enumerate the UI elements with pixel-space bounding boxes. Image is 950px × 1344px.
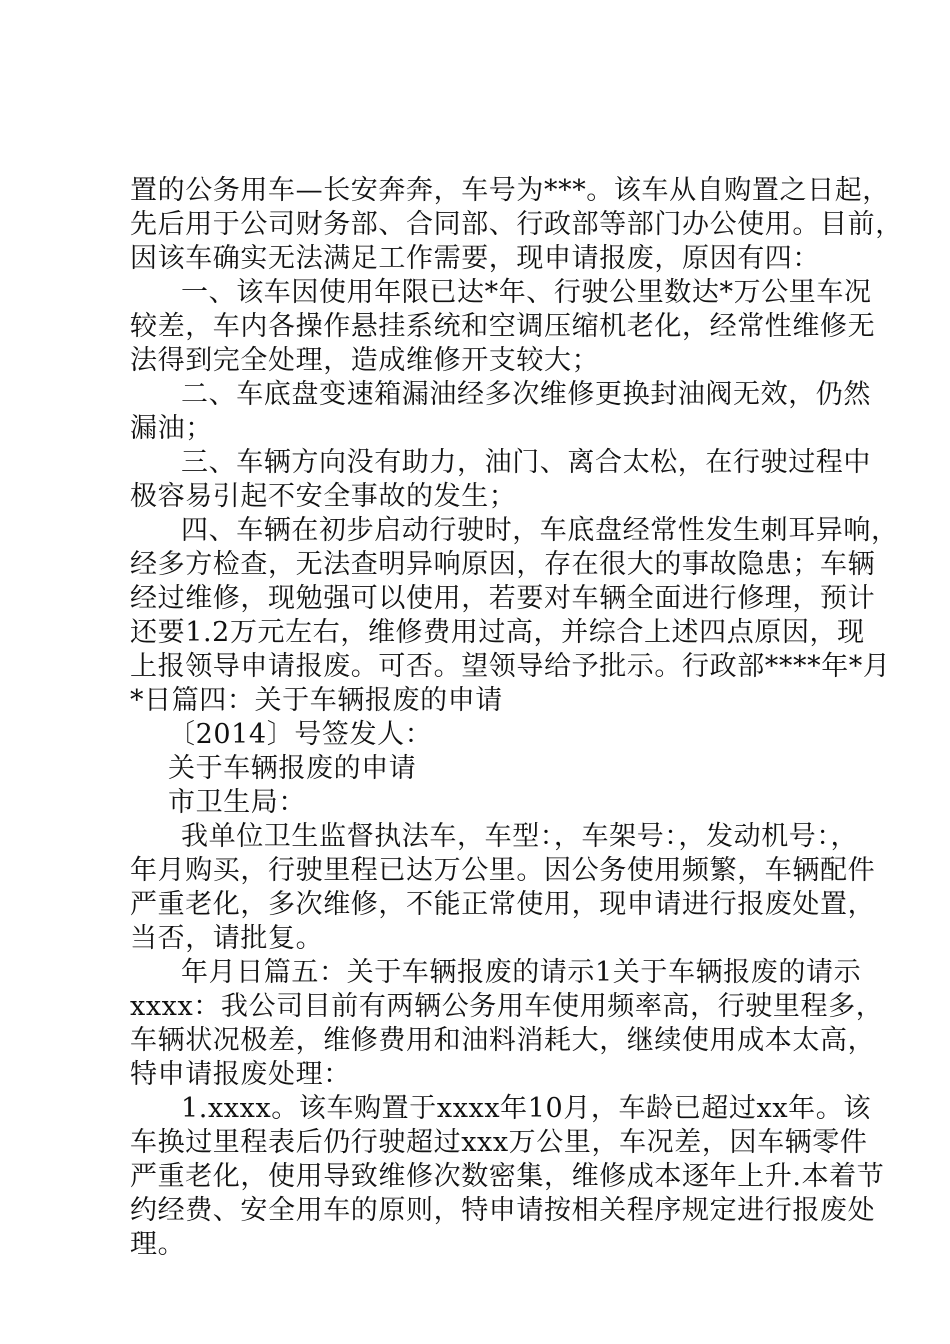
text-line: 二、车底盘变速箱漏油经多次维修更换封油阀无效，仍然 bbox=[181, 379, 871, 410]
text-line: 市卫生局： bbox=[168, 787, 306, 818]
text-line: 较差，车内各操作悬挂系统和空调压缩机老化，经常性维修无 bbox=[130, 311, 876, 342]
text-line: 车换过里程表后仍行驶超过xxx万公里，车况差，因车辆零件 bbox=[130, 1127, 868, 1158]
text-line: 车辆状况极差，维修费用和油料消耗大，继续使用成本太高， bbox=[130, 1025, 876, 1056]
text-line: 1.xxxx。该车购置于xxxx年10月，车龄已超过xx年。该 bbox=[181, 1093, 871, 1124]
text-line: 特申请报废处理： bbox=[130, 1059, 351, 1090]
text-line: 四、车辆在初步启动行驶时，车底盘经常性发生刺耳异响， bbox=[181, 515, 899, 546]
text-line: 约经费、安全用车的原则，特申请按相关程序规定进行报废处 bbox=[130, 1195, 876, 1226]
text-line: 理。 bbox=[130, 1229, 186, 1260]
text-line: 上报领导申请报废。可否。望领导给予批示。行政部****年*月 bbox=[130, 651, 891, 682]
text-line: 严重老化，多次维修，不能正常使用，现申请进行报废处置， bbox=[130, 889, 876, 920]
text-line: 还要1.2万元左右，维修费用过高，并综合上述四点原因，现 bbox=[130, 617, 865, 648]
text-line: 我单位卫生监督执法车，车型：，车架号：，发动机号：， bbox=[181, 821, 859, 852]
text-line: xxxx：我公司目前有两辆公务用车使用频率高，行驶里程多， bbox=[130, 991, 884, 1022]
text-line: 经多方检查，无法查明异响原因，存在很大的事故隐患；车辆 bbox=[130, 549, 876, 580]
text-line: 先后用于公司财务部、合同部、行政部等部门办公使用。目前， bbox=[130, 209, 903, 240]
text-line: 〔2014〕号签发人： bbox=[168, 719, 433, 750]
text-line: 当否，请批复。 bbox=[130, 923, 324, 954]
text-line: 三、车辆方向没有助力，油门、离合太松，在行驶过程中 bbox=[181, 447, 871, 478]
text-line: 法得到完全处理，造成维修开支较大； bbox=[130, 345, 600, 376]
text-line: 漏油； bbox=[130, 413, 213, 444]
text-line: 年月购买，行驶里程已达万公里。因公务使用频繁，车辆配件 bbox=[130, 855, 876, 886]
text-line: 关于车辆报废的申请 bbox=[168, 753, 417, 784]
text-line: 一、该车因使用年限已达*年、行驶公里数达*万公里车况 bbox=[181, 277, 872, 308]
text-line: *日篇四：关于车辆报废的申请 bbox=[130, 685, 503, 716]
text-line: 因该车确实无法满足工作需要，现申请报废，原因有四： bbox=[130, 243, 820, 274]
text-line: 经过维修，现勉强可以使用，若要对车辆全面进行修理，预计 bbox=[130, 583, 876, 614]
text-line: 极容易引起不安全事故的发生； bbox=[130, 481, 517, 512]
text-line: 年月日篇五：关于车辆报废的请示1关于车辆报废的请示 bbox=[181, 957, 862, 988]
text-line: 置的公务用车—长安奔奔，车号为***。该车从自购置之日起， bbox=[130, 175, 890, 206]
text-line: 严重老化，使用导致维修次数密集，维修成本逐年上升.本着节 bbox=[130, 1161, 885, 1192]
